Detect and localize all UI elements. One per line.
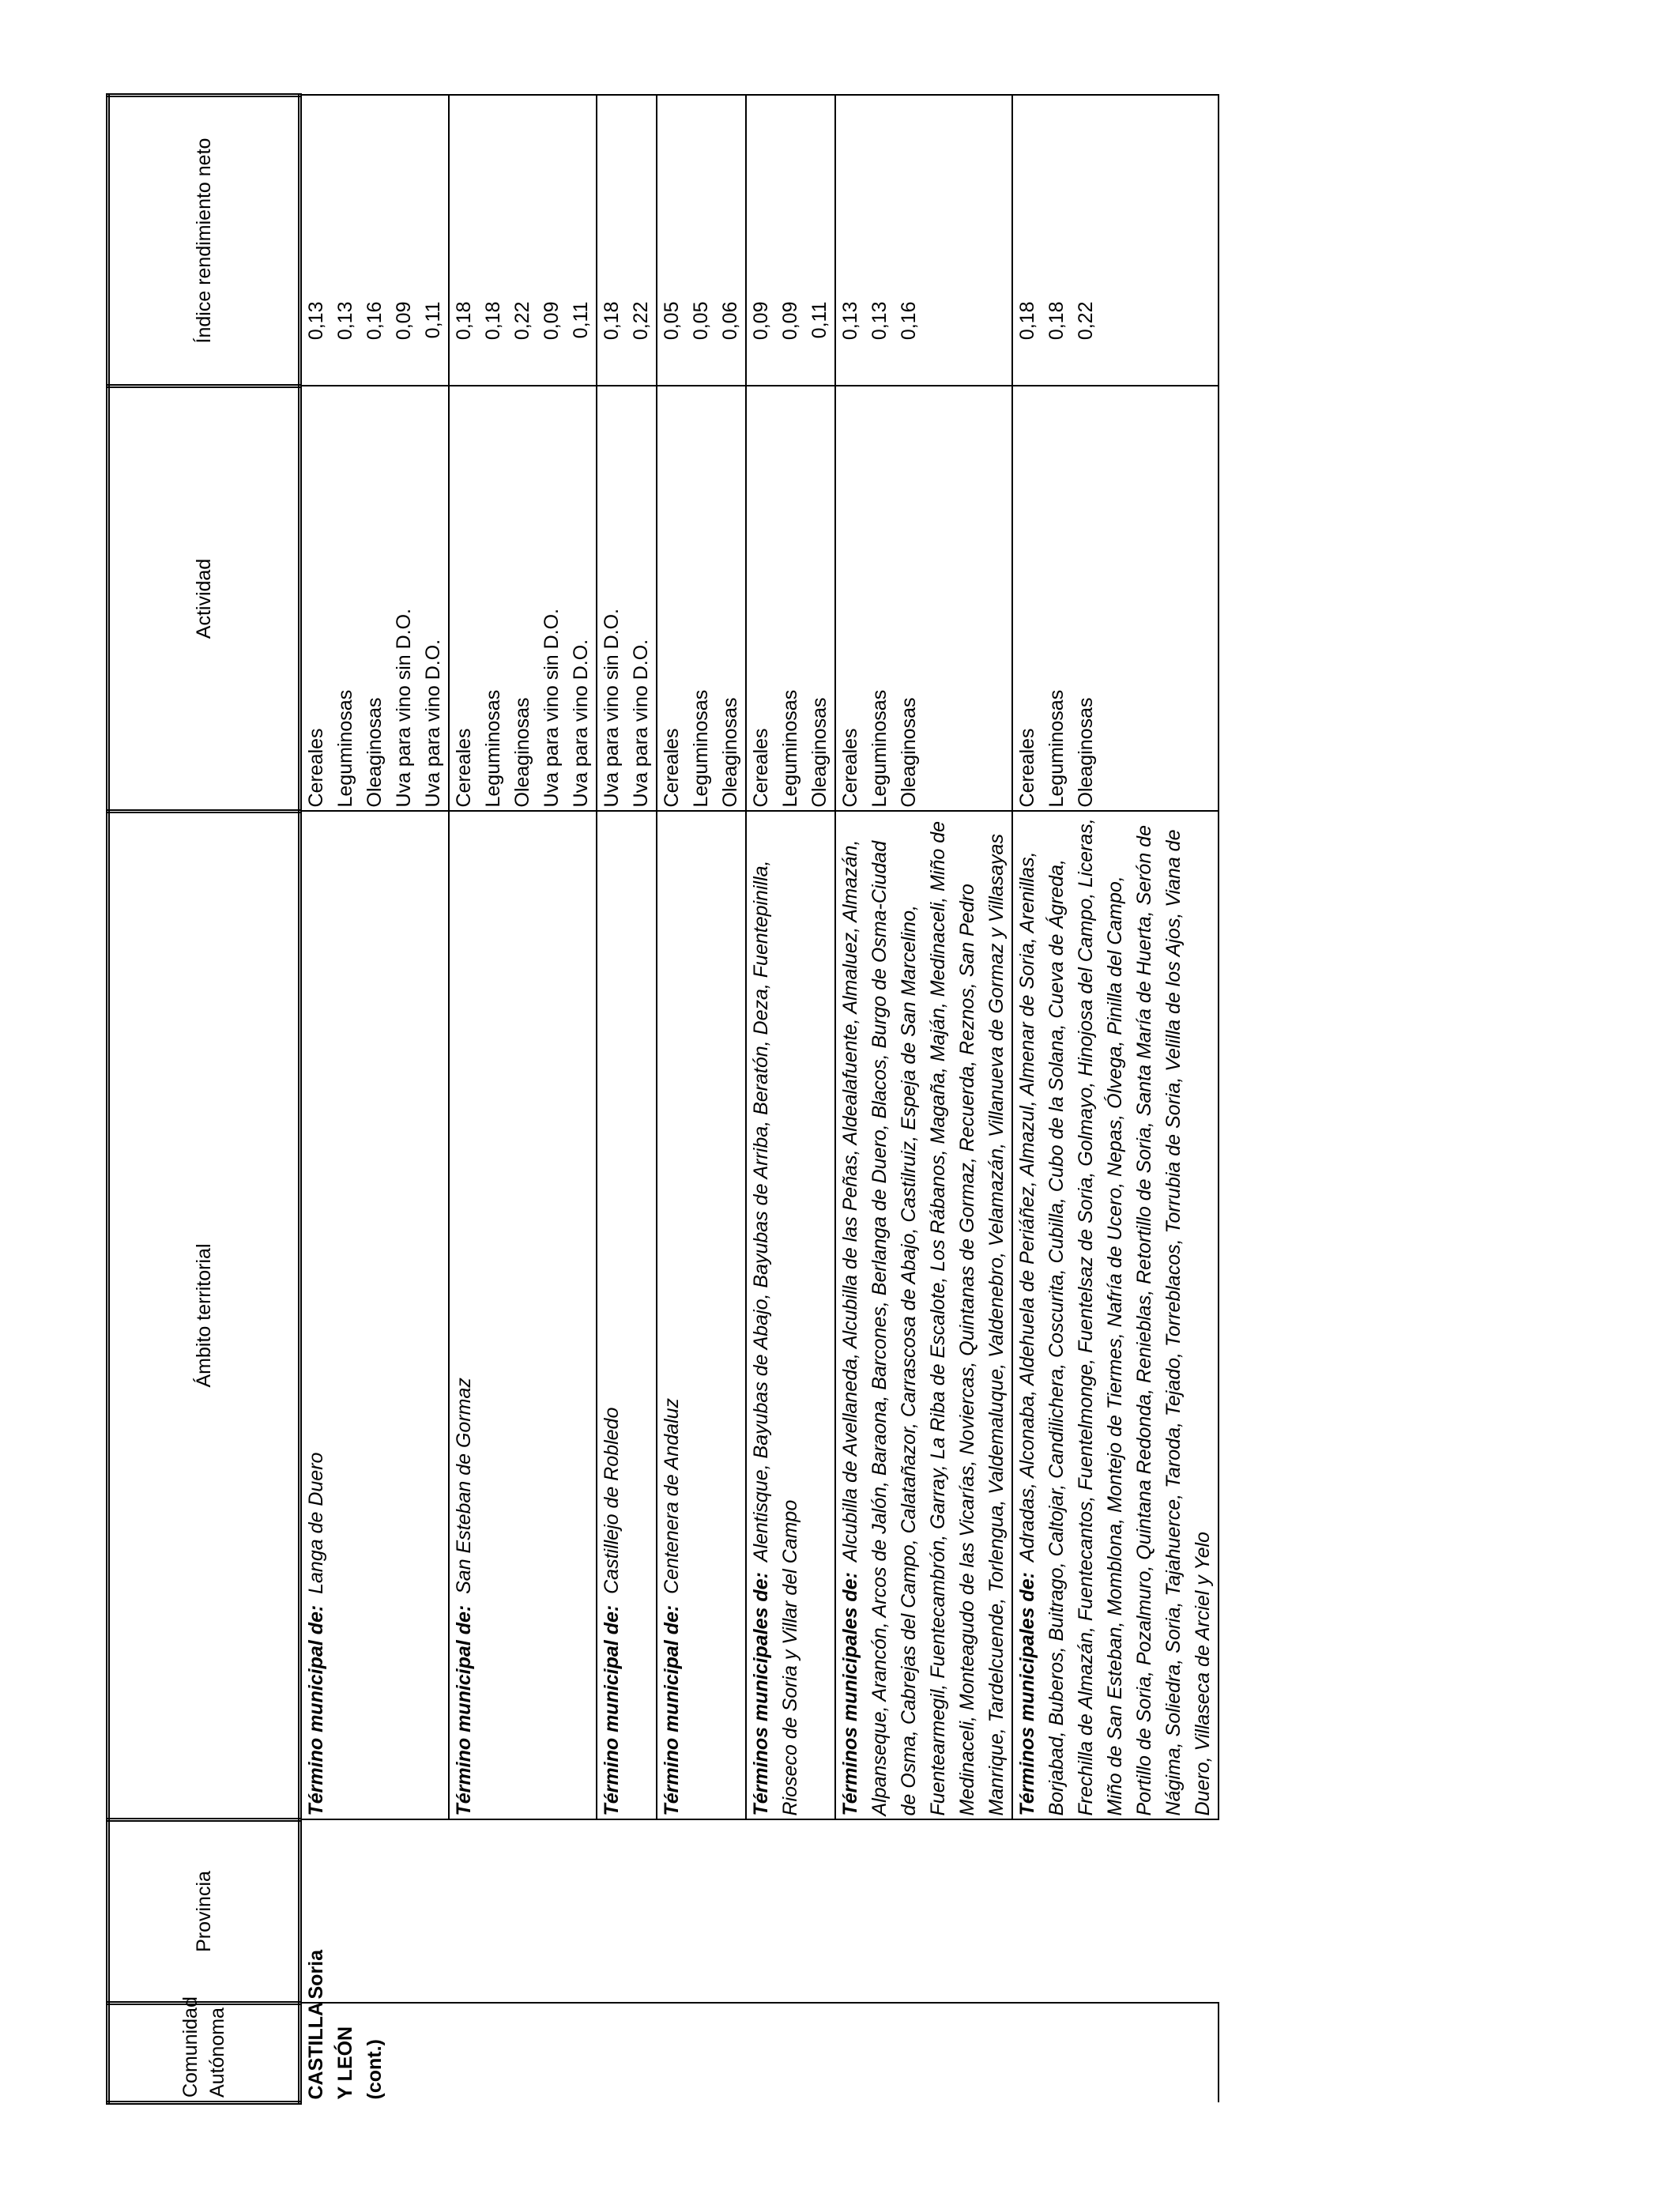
header-actividad: Actividad [108, 386, 300, 812]
actividad-item: Leguminosas [1045, 689, 1068, 808]
indice-value: 0,05 [690, 301, 712, 341]
actividad-item: Cereales [453, 728, 475, 808]
ambito-label: Término municipal de: [661, 1604, 683, 1816]
table-row [449, 96, 597, 2103]
table-row [1012, 96, 1219, 2103]
actividad-cell [835, 386, 1012, 812]
indice-value: 0,18 [482, 301, 504, 341]
indice-value: 0,18 [601, 301, 623, 341]
ambito-places: Alcubilla de Avellaneda, Alcubilla de las Peñas, Aldealafuente, Almaluez, Almazán, Alpanseque, Arancón, Arcos de Jalón, Baraona, Barcones, Berlanga de Duero, Blacos, Burgo de Osma-Ciudad de Osma, Cabrejas del Campo, Calatañazor, Carrascosa de Abajo, Castilruiz, Espeja de San Marcelino, Fuentearmegil, Fuentecambrón, Garray, La Riba de Escalote, Los Rábanos, Magaña, Maján, Medinaceli, Miño de Medinaceli, Monteagudo de las Vicarías, Noviercas, Quintanas de Gormaz, Recuerda, Reznos, San Pedro Manrique, Tardelcuende, Torlengua, Valdemaluque, Valdenebro, Velamazán, Villanueva de Gormaz y Villasayas [839, 820, 1008, 1816]
header-indice: Índice rendimiento neto [108, 96, 300, 386]
actividad-item: Oleaginosas [1075, 697, 1097, 808]
indice-value: 0,18 [1045, 301, 1068, 341]
actividad-cell [597, 386, 657, 812]
indice-value: 0,13 [334, 301, 356, 341]
ambito-cell [1012, 812, 1219, 1820]
header-comunidad: Comunidad Autónoma [108, 2004, 300, 2103]
actividad-item: Uva para vino D.O. [630, 639, 652, 808]
indice-cell [835, 96, 1012, 386]
actividad-item: Uva para vino sin D.O. [601, 609, 623, 808]
indice-value: 0,09 [393, 301, 415, 341]
ambito-places: Centenera de Andaluz [661, 1398, 683, 1594]
indice-cell [449, 96, 597, 386]
ambito-cell [657, 812, 746, 1820]
indice-value: 0,16 [898, 301, 920, 341]
actividad-item: Leguminosas [690, 689, 712, 808]
indice-value: 0,09 [750, 301, 772, 341]
indice-cell [657, 96, 746, 386]
indice-value: 0,22 [630, 301, 652, 341]
ambito-places: Adradas, Alconaba, Aldehuela de Periáñez, Almazul, Almenar de Soria, Arenillas, Borjabad, Buberos, Buitrago, Caltojar, Candilichera, Coscurita, Cubilla, Cubo de la Solana, Cueva de Ágreda, Frechilla de Almazán, Fuentecantos, Fuentelmonge, Fuentelsaz de Soria, Golmayo, Hinojosa del Campo, Liceras, Miño de San Esteban, Momblona, Montejo de Tiermes, Nafría de Ucero, Nepas, Ólvega, Pinilla del Campo, Portillo de Soria, Pozalmuro, Quintana Redonda, Renieblas, Retortillo de Soria, Santa María de Huerta, Serón de Nágima, Soliedra, Soria, Tajahuerce, Taroda, Tejado, Torreblacos, Torrubia de Soria, Velilla de los Ajos, Viana de Duero, Villaseca de Arciel y Yelo [1016, 818, 1214, 1816]
table-header-row [108, 96, 300, 2103]
ambito-cell [449, 812, 597, 1820]
actividad-item: Cereales [839, 728, 861, 808]
actividad-item: Oleaginosas [363, 697, 386, 808]
ambito-cell [746, 812, 835, 1820]
ambito-label: Término municipal de: [453, 1604, 475, 1816]
actividad-item: Oleaginosas [719, 697, 741, 808]
ambito-places: Langa de Duero [305, 1452, 327, 1594]
actividad-item: Cereales [1016, 728, 1038, 808]
indice-value: 0,11 [808, 301, 831, 339]
actividad-item: Leguminosas [868, 689, 891, 808]
indice-value: 0,18 [1016, 301, 1038, 341]
table-row [657, 96, 746, 2103]
indice-cell [1012, 96, 1219, 386]
ambito-cell [835, 812, 1012, 1820]
header-ambito: Ámbito territorial [108, 812, 300, 1820]
actividad-item: Leguminosas [779, 689, 801, 808]
actividad-item: Uva para vino D.O. [422, 639, 444, 808]
indice-cell [746, 96, 835, 386]
actividad-item: Oleaginosas [511, 697, 533, 808]
ambito-places: San Esteban de Gormaz [453, 1378, 475, 1594]
indice-value: 0,11 [422, 301, 444, 339]
actividad-item: Oleaginosas [808, 697, 831, 808]
actividad-item: Leguminosas [482, 689, 504, 808]
actividad-item: Uva para vino D.O. [570, 639, 592, 808]
table-body [300, 96, 1219, 2103]
indice-value: 0,13 [305, 301, 327, 341]
header-provincia: Provincia [108, 1820, 300, 2004]
table-row [597, 96, 657, 2103]
actividad-item: Cereales [750, 728, 772, 808]
actividad-cell [300, 386, 450, 812]
actividad-cell [657, 386, 746, 812]
actividad-item: Cereales [305, 728, 327, 808]
ambito-label: Términos municipales de: [750, 1572, 772, 1816]
indice-cell [300, 96, 450, 386]
actividad-cell [746, 386, 835, 812]
ambito-cell [597, 812, 657, 1820]
indice-value: 0,18 [453, 301, 475, 341]
provincia-cell: Soria [300, 1820, 1219, 2004]
ambito-places: Castillejo de Robledo [601, 1407, 623, 1594]
actividad-cell [449, 386, 597, 812]
indice-value: 0,16 [363, 301, 386, 341]
table-row [300, 96, 450, 2103]
table-row [835, 96, 1012, 2103]
indice-value: 0,09 [541, 301, 563, 341]
indice-value: 0,22 [1075, 301, 1097, 341]
indice-value: 0,22 [511, 301, 533, 341]
indice-value: 0,13 [868, 301, 891, 341]
table-row [746, 96, 835, 2103]
indice-value: 0,09 [779, 301, 801, 341]
ambito-label: Términos municipales de: [839, 1572, 861, 1816]
comunidad-cell: CASTILLA Y LEÓN (cont.) [300, 2004, 1219, 2103]
indice-value: 0,11 [570, 301, 592, 339]
actividad-item: Oleaginosas [898, 697, 920, 808]
indice-value: 0,06 [719, 301, 741, 341]
ambito-cell [300, 812, 450, 1820]
ambito-places: Alentisque, Bayubas de Abajo, Bayubas de Arriba, Beratón, Deza, Fuentepinilla, Rioseco de Soria y Villar del Campo [750, 860, 801, 1816]
indice-value: 0,05 [661, 301, 683, 341]
indice-value: 0,13 [839, 301, 861, 341]
actividad-item: Leguminosas [334, 689, 356, 808]
actividad-item: Uva para vino sin D.O. [393, 609, 415, 808]
ambito-label: Términos municipales de: [1016, 1572, 1038, 1816]
actividad-cell [1012, 386, 1219, 812]
actividad-item: Cereales [661, 728, 683, 808]
ambito-label: Término municipal de: [305, 1604, 327, 1816]
yield-index-table [106, 93, 1219, 2105]
actividad-item: Uva para vino sin D.O. [541, 609, 563, 808]
ambito-label: Término municipal de: [601, 1604, 623, 1816]
indice-cell [597, 96, 657, 386]
